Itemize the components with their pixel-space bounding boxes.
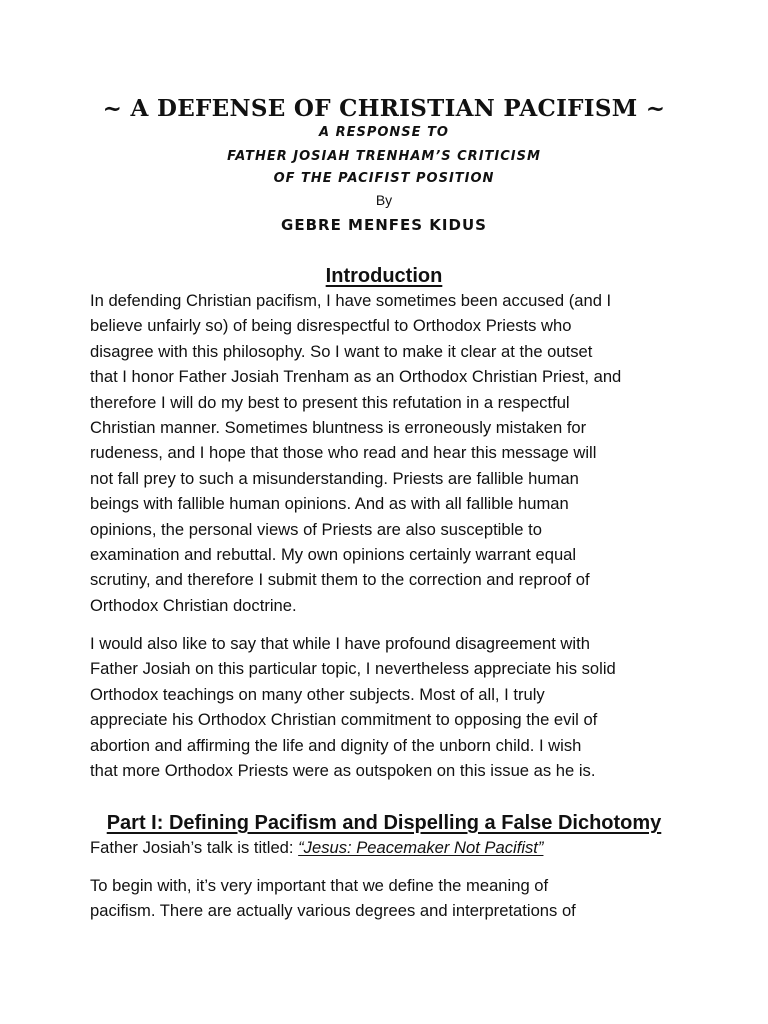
paragraph-line: that I honor Father Josiah Trenham as an Orthodox Christian Priest, and: [90, 367, 622, 387]
introduction-heading: Introduction: [325, 265, 443, 287]
paragraph-line: that more Orthodox Priests were as outspoken on this issue as he is.: [90, 761, 596, 781]
talk-title-line: [90, 835, 543, 860]
talk-title-intro: Father Josiah’s talk is titled:: [90, 838, 299, 857]
author-name: GEBRE MENFES KIDUS: [281, 216, 487, 234]
subtitle-line-2: FATHER JOSIAH TRENHAM’S CRITICISM: [227, 149, 541, 164]
paragraph-line: I would also like to say that while I have profound disagreement with: [90, 634, 590, 653]
talk-title-text: “Jesus: Peacemaker Not Pacifist”: [298, 838, 544, 857]
subtitle-line-3: OF THE PACIFIST POSITION: [273, 171, 495, 186]
paragraph-line: In defending Christian pacifism, I have sometimes been accused (and I: [90, 291, 612, 310]
paragraph-line: pacifism. There are actually various degrees and interpretations of: [90, 901, 576, 921]
paragraph-line: Father Josiah on this particular topic, I nevertheless appreciate his solid: [90, 659, 616, 679]
paragraph-line: abortion and affirming the life and dignity of the unborn child. I wish: [90, 735, 582, 755]
paragraph-line: Christian manner. Sometimes bluntness is erroneously mistaken for: [90, 418, 587, 438]
paragraph-line: examination and rebuttal. My own opinions certainly warrant equal: [90, 545, 577, 565]
paragraph-line: therefore I will do my best to present this refutation in a respectful: [90, 392, 570, 412]
paragraph-line: scrutiny, and therefore I submit them to the correction and reproof of: [90, 570, 590, 590]
byline-label: By: [375, 192, 393, 208]
paragraph-line: Orthodox teachings on many other subjects. Most of all, I truly: [90, 684, 545, 704]
paragraph-line: opinions, the personal views of Priests are also susceptible to: [90, 519, 542, 539]
paragraph-line: To begin with, it’s very important that we define the meaning of: [90, 876, 549, 895]
paragraph-line: Orthodox Christian doctrine.: [90, 595, 297, 615]
paragraph-line: disagree with this philosophy. So I want to make it clear at the outset: [90, 341, 593, 361]
part1-paragraph: [90, 873, 690, 924]
paragraph-line: not fall prey to such a misunderstanding. Priests are fallible human: [90, 468, 579, 488]
document-title: ~ A DEFENSE OF CHRISTIAN PACIFISM ~: [102, 95, 666, 122]
introduction-paragraph-2: [90, 631, 690, 783]
paragraph-line: rudeness, and I hope that those who read and hear this message will: [90, 443, 597, 463]
introduction-paragraph-1: [90, 288, 690, 618]
part1-heading: Part I: Defining Pacifism and Dispelling a False Dichotomy: [106, 812, 662, 834]
paragraph-line: believe unfairly so) of being disrespectful to Orthodox Priests who: [90, 316, 572, 336]
paragraph-line: appreciate his Orthodox Christian commitment to opposing the evil of: [90, 710, 598, 730]
subtitle-line-1: A RESPONSE TO: [319, 125, 449, 140]
paragraph-line: beings with fallible human opinions. And as with all fallible human: [90, 494, 569, 514]
